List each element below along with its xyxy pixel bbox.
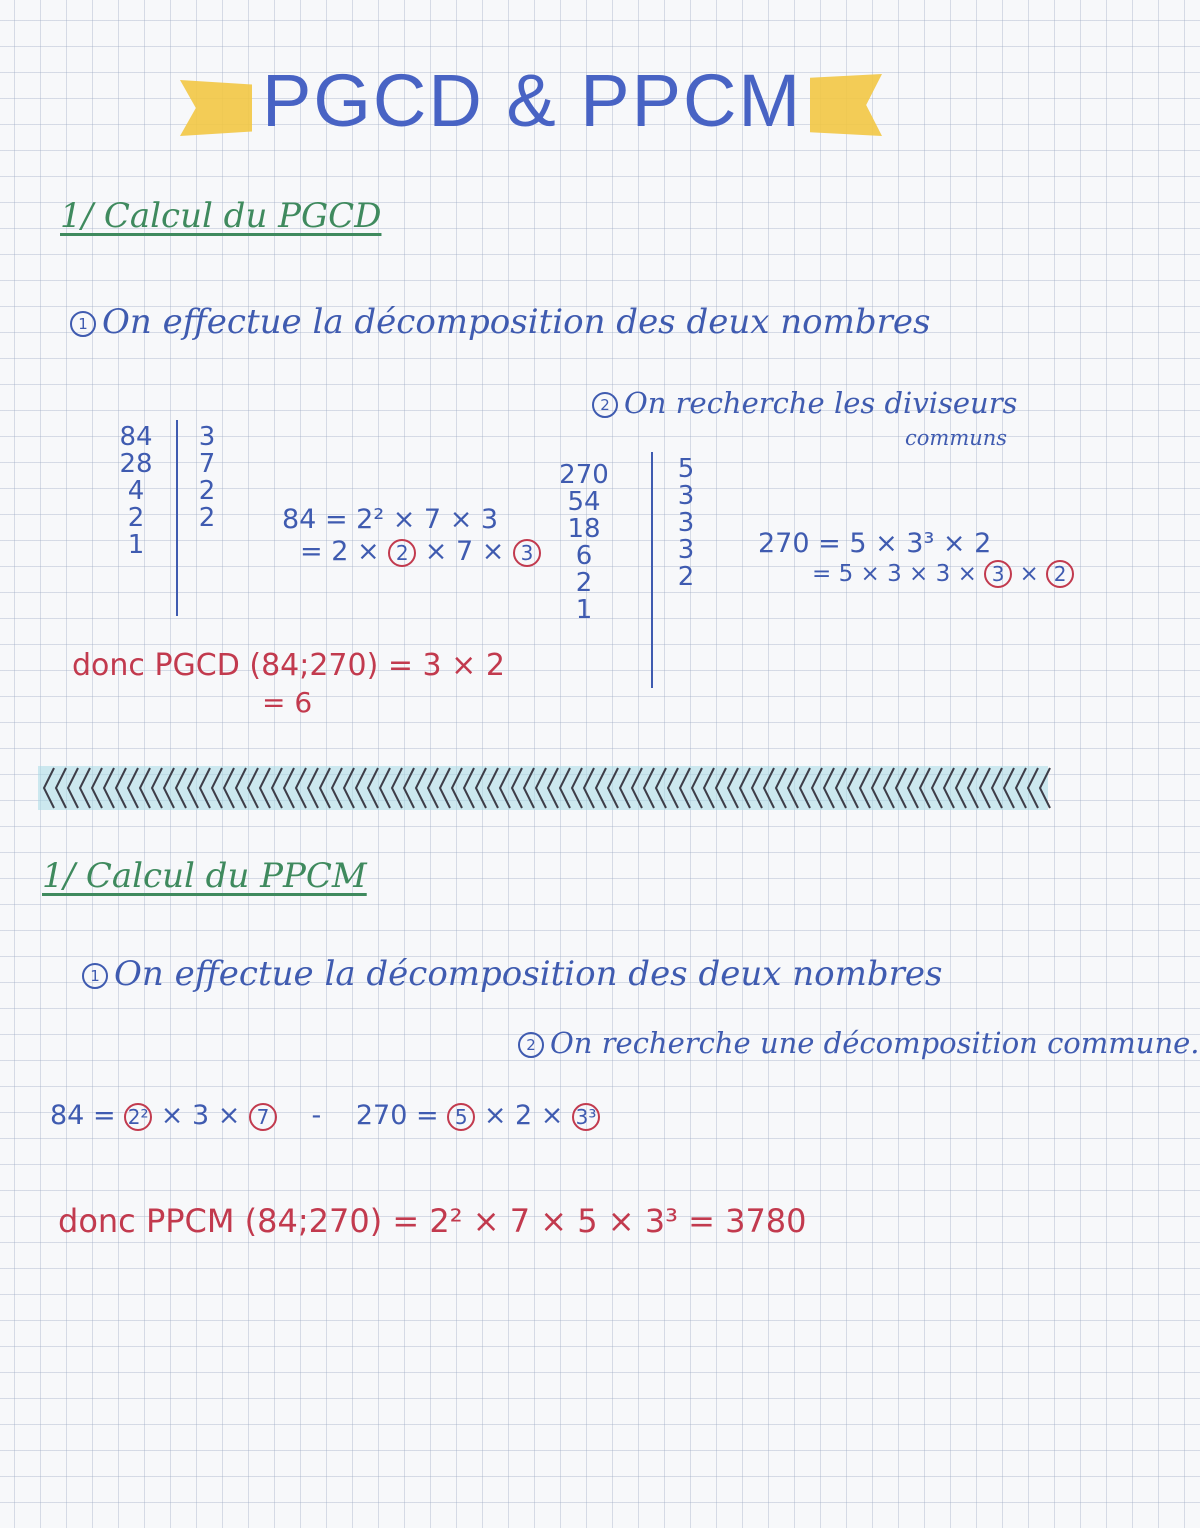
ppcm-decomposition-line [50, 1100, 600, 1131]
eq-a-prefix: 84 = [50, 1100, 116, 1131]
eq-a-circled-2sq: 2² [124, 1103, 152, 1131]
pgcd-result-line2: = 6 [262, 686, 313, 719]
s2-step2-number-badge: 2 [518, 1032, 544, 1058]
eq-b-mid: × 2 × [483, 1100, 564, 1131]
section1-heading: 1/ Calcul du PGCD [60, 196, 382, 236]
table-cell: 2 [575, 568, 593, 598]
section2-step1 [82, 954, 942, 994]
tape-right [810, 74, 882, 136]
table84-right-column [190, 424, 224, 532]
table270-right-column [668, 456, 704, 591]
table-cell: 2 [198, 476, 216, 506]
step2-number-badge: 2 [592, 392, 618, 418]
table-cell: 3 [677, 535, 695, 565]
table-cell: 1 [575, 595, 593, 625]
eq270-circled-2: 2 [1046, 560, 1074, 588]
section2-step2 [518, 1026, 1200, 1060]
table-cell: 3 [677, 508, 695, 538]
table-cell: 270 [559, 460, 609, 490]
eq-a-circled-7: 7 [249, 1103, 277, 1131]
table84-left-column [112, 424, 160, 559]
pgcd-result-line1: donc PGCD (84;270) = 3 × 2 [72, 648, 505, 683]
s2-step1-text: On effectue la décomposition des deux nombres [114, 954, 943, 994]
table-cell: 2 [198, 503, 216, 533]
eq270-line1: 270 = 5 × 3³ × 2 [758, 528, 992, 559]
s2-step1-number-badge: 1 [82, 963, 108, 989]
eq-dash: - [311, 1100, 322, 1131]
table-cell: 3 [198, 422, 216, 452]
eq-b-prefix: 270 = [355, 1100, 439, 1131]
eq270-line2-sep: × [1019, 561, 1039, 587]
eq84-circled-3: 3 [513, 539, 541, 567]
table-cell: 3 [677, 481, 695, 511]
step2-text: On recherche les diviseurs [624, 386, 1018, 420]
table-cell: 7 [198, 449, 216, 479]
eq84-line1: 84 = 2² × 7 × 3 [282, 504, 499, 535]
step1-number-badge: 1 [70, 311, 96, 337]
chevron-divider [38, 762, 1048, 814]
s2-step2-text: On recherche une décomposition commune. [550, 1026, 1200, 1060]
table-cell: 6 [575, 541, 593, 571]
section1-step1 [70, 302, 930, 342]
table-cell: 5 [677, 454, 695, 484]
eq-a-mid: × 3 × [160, 1100, 241, 1131]
table270-left-column [548, 462, 620, 624]
section1-step2-communs: communs [905, 426, 1008, 450]
table-cell: 18 [567, 514, 601, 544]
table-cell: 54 [567, 487, 601, 517]
table-cell: 4 [127, 476, 145, 506]
eq84-circled-2: 2 [388, 539, 416, 567]
eq-b-circled-3cube: 3³ [572, 1103, 600, 1131]
section1-step2 [592, 386, 1017, 420]
tape-left [180, 80, 252, 136]
page-title: PGCD & PPCM [262, 59, 803, 142]
eq84-line2 [300, 536, 541, 567]
table-cell: 2 [677, 562, 695, 592]
eq-b-circled-5: 5 [447, 1103, 475, 1131]
table-cell: 28 [119, 449, 153, 479]
section2-heading: 1/ Calcul du PPCM [42, 856, 367, 896]
eq84-line2-mid: × 7 × [424, 536, 505, 567]
table-cell: 84 [119, 422, 153, 452]
eq270-circled-3: 3 [984, 560, 1012, 588]
eq84-line2-prefix: = 2 × [300, 536, 380, 567]
eq270-line2 [812, 560, 1074, 588]
table-cell: 1 [127, 530, 145, 560]
table84-divider [176, 420, 178, 616]
eq270-line2-prefix: = 5 × 3 × 3 × [812, 561, 977, 587]
ppcm-result: donc PPCM (84;270) = 2² × 7 × 5 × 3³ = 3780 [58, 1202, 807, 1240]
table270-divider [651, 452, 653, 688]
step1-text: On effectue la décomposition des deux nombres [102, 302, 931, 342]
table-cell: 2 [127, 503, 145, 533]
